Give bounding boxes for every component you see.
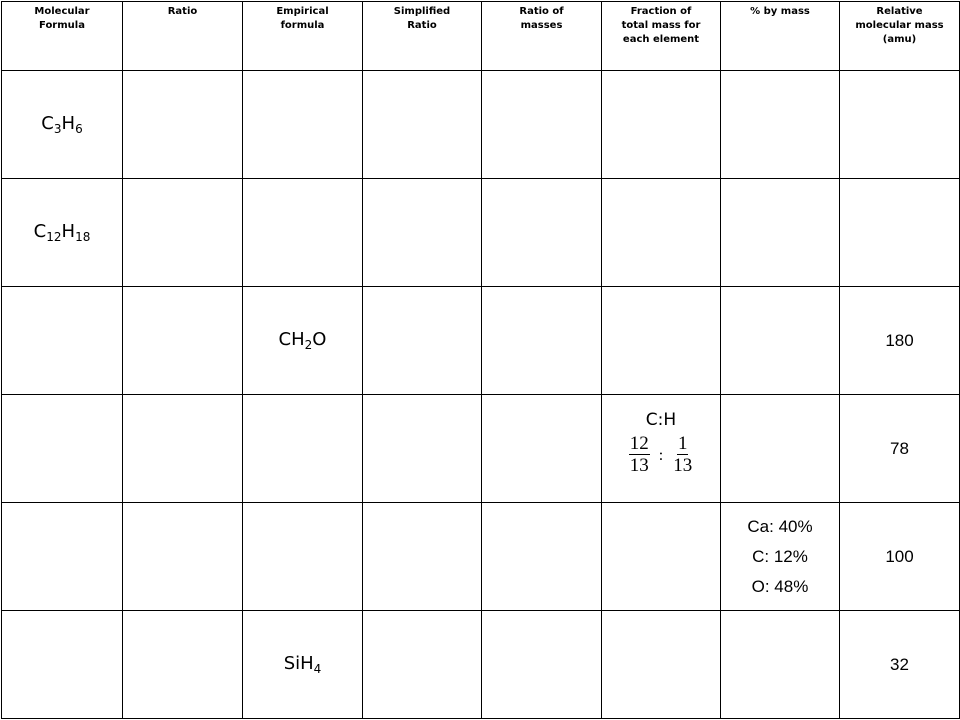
cell-relative-mass xyxy=(840,395,960,503)
cell-fraction-of-mass xyxy=(602,287,721,395)
cell-molecular-formula xyxy=(2,395,123,503)
cell-molecular-formula xyxy=(2,179,123,287)
fraction-denominator: 13 xyxy=(629,455,649,476)
cell-ratio-of-masses xyxy=(482,287,602,395)
cell-percent-by-mass xyxy=(721,179,840,287)
relative-mass-value: 180 xyxy=(885,330,914,350)
table-row xyxy=(2,395,960,503)
cell-simplified-ratio xyxy=(363,611,482,719)
header-text: Ratio xyxy=(407,20,437,31)
cell-relative-mass xyxy=(840,71,960,179)
header-text: total mass for xyxy=(621,20,701,31)
percent-calcium: Ca: 40% xyxy=(747,516,813,536)
header-text: each element xyxy=(622,34,700,45)
fraction-denominator: 13 xyxy=(673,455,693,476)
element-ratio-label: C:H xyxy=(645,410,677,430)
header-text: Formula xyxy=(39,20,85,31)
cell-empirical-formula xyxy=(243,395,363,503)
molecular-formula-text: $C_{12}H_{18}$ xyxy=(33,221,91,244)
cell-relative-mass xyxy=(840,503,960,611)
header-text: Relative xyxy=(876,6,923,17)
header-text: Fraction of xyxy=(630,6,692,17)
cell-relative-mass xyxy=(840,287,960,395)
percent-oxygen: O: 48% xyxy=(751,576,809,596)
header-text: % by mass xyxy=(750,6,810,17)
relative-mass-value: 78 xyxy=(890,438,909,458)
header-percent-by-mass xyxy=(721,2,840,71)
cell-ratio-of-masses xyxy=(482,503,602,611)
header-molecular-formula xyxy=(2,2,123,71)
cell-ratio xyxy=(123,71,243,179)
cell-percent-by-mass xyxy=(721,287,840,395)
fraction-numerator: 12 xyxy=(629,433,649,454)
cell-fraction-of-mass xyxy=(602,71,721,179)
header-text: formula xyxy=(280,20,325,31)
molecular-formula-worksheet-table xyxy=(1,1,960,719)
fraction-numerator: 1 xyxy=(677,433,688,454)
cell-empirical-formula xyxy=(243,611,363,719)
cell-ratio-of-masses xyxy=(482,395,602,503)
cell-ratio xyxy=(123,395,243,503)
header-text: Ratio xyxy=(167,6,198,17)
header-ratio-of-masses xyxy=(482,2,602,71)
header-relative-molecular-mass xyxy=(840,2,960,71)
cell-molecular-formula xyxy=(2,71,123,179)
cell-fraction-of-mass xyxy=(602,395,721,503)
table-row xyxy=(2,71,960,179)
fraction-hydrogen xyxy=(672,434,693,477)
cell-fraction-of-mass xyxy=(602,611,721,719)
cell-percent-by-mass xyxy=(721,503,840,611)
cell-simplified-ratio xyxy=(363,395,482,503)
cell-simplified-ratio xyxy=(363,71,482,179)
header-text: Simplified xyxy=(393,6,451,17)
cell-fraction-of-mass xyxy=(602,179,721,287)
empirical-formula-text: $CH_2O$ xyxy=(278,329,327,352)
cell-molecular-formula xyxy=(2,503,123,611)
cell-ratio-of-masses xyxy=(482,71,602,179)
header-fraction-of-total-mass xyxy=(602,2,721,71)
table-row xyxy=(2,611,960,719)
cell-percent-by-mass xyxy=(721,611,840,719)
cell-simplified-ratio xyxy=(363,179,482,287)
cell-empirical-formula xyxy=(243,503,363,611)
fraction-expression xyxy=(626,434,696,477)
cell-relative-mass xyxy=(840,179,960,287)
cell-fraction-of-mass xyxy=(602,503,721,611)
cell-simplified-ratio xyxy=(363,503,482,611)
cell-molecular-formula xyxy=(2,287,123,395)
table-row xyxy=(2,179,960,287)
header-text: (amu) xyxy=(882,34,917,45)
cell-ratio xyxy=(123,179,243,287)
header-empirical-formula xyxy=(243,2,363,71)
table-row xyxy=(2,503,960,611)
relative-mass-value: 100 xyxy=(885,546,914,566)
cell-molecular-formula xyxy=(2,611,123,719)
cell-percent-by-mass xyxy=(721,71,840,179)
cell-ratio-of-masses xyxy=(482,179,602,287)
molecular-formula-text: $C_3H_6$ xyxy=(41,113,83,136)
header-row xyxy=(2,2,960,71)
empirical-formula-text: SiH$_4$ xyxy=(283,653,322,676)
header-text: molecular mass xyxy=(855,20,944,31)
cell-empirical-formula xyxy=(243,179,363,287)
header-simplified-ratio xyxy=(363,2,482,71)
cell-ratio-of-masses xyxy=(482,611,602,719)
cell-ratio xyxy=(123,287,243,395)
ratio-colon: : xyxy=(658,446,664,464)
cell-ratio xyxy=(123,503,243,611)
cell-simplified-ratio xyxy=(363,287,482,395)
header-text: masses xyxy=(520,20,563,31)
percent-by-mass-list xyxy=(721,512,839,602)
relative-mass-value: 32 xyxy=(890,654,909,674)
cell-empirical-formula xyxy=(243,287,363,395)
cell-empirical-formula xyxy=(243,71,363,179)
header-ratio xyxy=(123,2,243,71)
cell-ratio xyxy=(123,611,243,719)
cell-percent-by-mass xyxy=(721,395,840,503)
percent-carbon: C: 12% xyxy=(752,546,808,566)
fraction-carbon xyxy=(629,434,650,477)
table-row xyxy=(2,287,960,395)
header-text: Empirical xyxy=(276,6,329,17)
cell-relative-mass xyxy=(840,611,960,719)
header-text: Ratio of xyxy=(519,6,564,17)
header-text: Molecular xyxy=(34,6,90,17)
